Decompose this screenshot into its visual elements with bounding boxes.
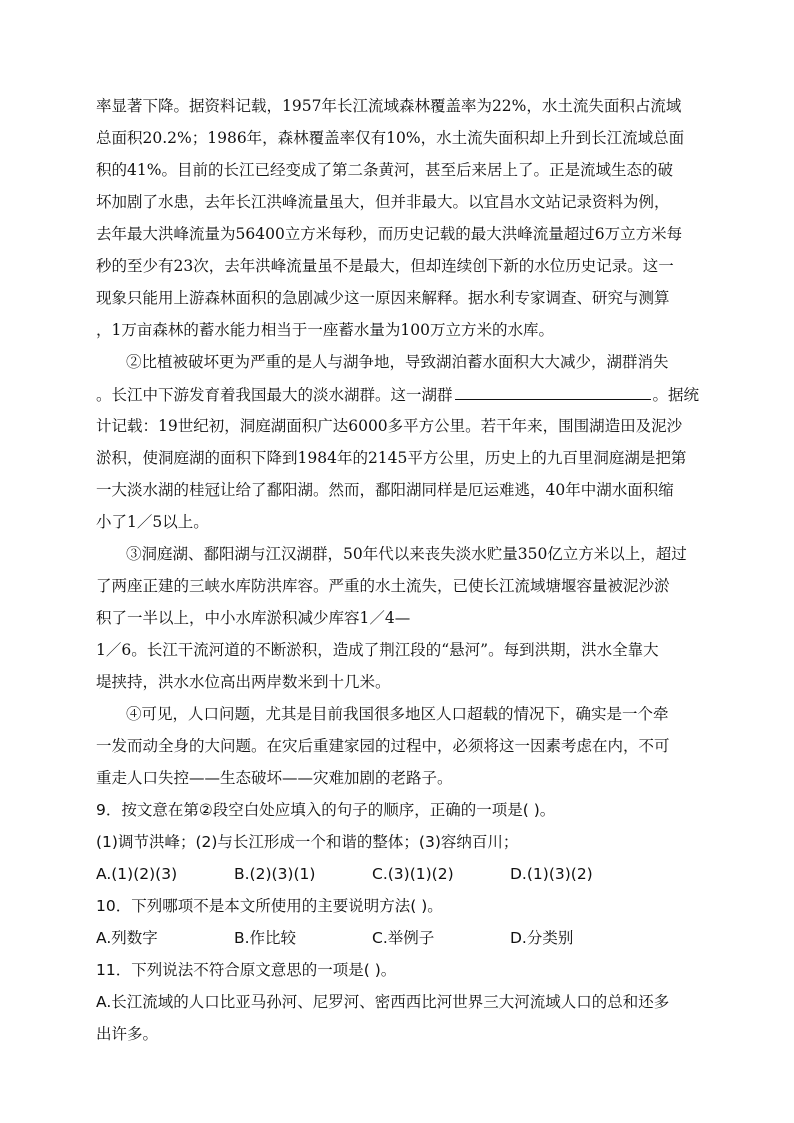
question-9-stem: 9．按文意在第②段空白处应填入的句子的顺序，正确的一项是( )。 — [96, 801, 556, 819]
question-11-option-a[interactable]: A.长江流域的人口比亚马孙河、尼罗河、密西西比河世界三大河流域人口的总和还多 — [96, 993, 670, 1011]
option-d[interactable]: D.(1)(3)(2) — [510, 865, 593, 883]
passage-line: 重走人口失控——生态破坏——灾难加剧的老路子。 — [96, 769, 453, 787]
question-11-stem: 11．下列说法不符合原文意思的一项是( )。 — [96, 961, 397, 979]
fill-in-blank — [455, 384, 651, 400]
passage-line: 了两座正建的三峡水库防洪库容。严重的水土流失，已使长江流域塘堰容量被泥沙淤 — [96, 577, 670, 595]
question-10-stem: 10．下列哪项不是本文所使用的主要说明方法( )。 — [96, 897, 443, 915]
option-c[interactable]: C.举例子 — [372, 929, 435, 947]
option-b[interactable]: B.作比较 — [234, 929, 297, 947]
passage-line: ④可见，人口问题，尤其是目前我国很多地区人口超载的情况下，确实是一个牵 — [126, 705, 669, 723]
question-9-options — [96, 864, 593, 884]
passage-line: 积了一半以上，中小水库淤积减少库容1／4— — [96, 609, 411, 627]
passage-text: 。长江中下游发育着我国最大的淡水湖群。这一湖群 — [96, 386, 453, 404]
question-10-options — [96, 928, 573, 948]
option-c[interactable]: C.(3)(1)(2) — [372, 865, 454, 883]
passage-text: 。据统 — [652, 386, 700, 404]
option-d[interactable]: D.分类别 — [510, 929, 574, 947]
passage-line: 堤挟持，洪水水位高出两岸数米到十几米。 — [96, 673, 391, 691]
passage-line: 计记载：19世纪初，洞庭湖面积广达6000多平方公里。若干年来，围围湖造田及泥沙 — [96, 417, 683, 435]
passage-line: 率显著下降。据资料记载，1957年长江流域森林覆盖率为22%，水土流失面积占流域 — [96, 97, 682, 115]
passage-line: 坏加剧了水患，去年长江洪峰流量虽大，但并非最大。以宜昌水文站记录资料为例， — [96, 193, 670, 211]
passage-line-with-blank — [96, 384, 706, 405]
question-9-items: (1)调节洪峰；(2)与长江形成一个和谐的整体；(3)容纳百川； — [96, 833, 519, 851]
passage-line: 1／6。长江干流河道的不断淤积，造成了荆江段的“悬河”。每到洪期，洪水全靠大 — [96, 641, 659, 659]
passage-line: 一大淡水湖的桂冠让给了鄱阳湖。然而，鄱阳湖同样是厄运难逃，40年中湖水面积缩 — [96, 481, 674, 499]
passage-line: 现象只能用上游森林面积的急剧减少这一原因来解释。据水利专家调查、研究与测算 — [96, 289, 670, 307]
passage-line: 积的41%。目前的长江已经变成了第二条黄河，甚至后来居上了。正是流域生态的破 — [96, 161, 673, 179]
passage-line: ②比植被破坏更为严重的是人与湖争地，导致湖泊蓄水面积大大减少，湖群消失 — [126, 353, 669, 371]
passage-line: ，1万亩森林的蓄水能力相当于一座蓄水量为100万立方米的水库。 — [96, 321, 554, 339]
passage-line: 淤积，使洞庭湖的面积下降到1984年的2145平方公里，历史上的九百里洞庭湖是把第 — [96, 449, 687, 467]
option-a[interactable]: A.列数字 — [96, 929, 158, 947]
option-b[interactable]: B.(2)(3)(1) — [234, 865, 316, 883]
passage-line: 秒的至少有23次，去年洪峰流量虽不是最大，但却连续创下新的水位历史记录。这一 — [96, 257, 674, 275]
passage-line: 总面积20.2%；1986年，森林覆盖率仅有10%，水土流失面积却上升到长江流域总面 — [96, 129, 685, 147]
passage-line: 小了1／5以上。 — [96, 513, 209, 531]
option-a[interactable]: A.(1)(2)(3) — [96, 865, 178, 883]
question-11-option-a-cont: 出许多。 — [96, 1025, 159, 1043]
passage-line: 去年最大洪峰流量为56400立方米每秒，而历史记载的最大洪峰流量超过6万立方米每 — [96, 225, 683, 243]
passage-line: 一发而动全身的大问题。在灾后重建家园的过程中，必须将这一因素考虑在内，不可 — [96, 737, 670, 755]
passage-line: ③洞庭湖、鄱阳湖与江汉湖群，50年代以来丧失淡水贮量350亿立方米以上，超过 — [126, 545, 687, 563]
